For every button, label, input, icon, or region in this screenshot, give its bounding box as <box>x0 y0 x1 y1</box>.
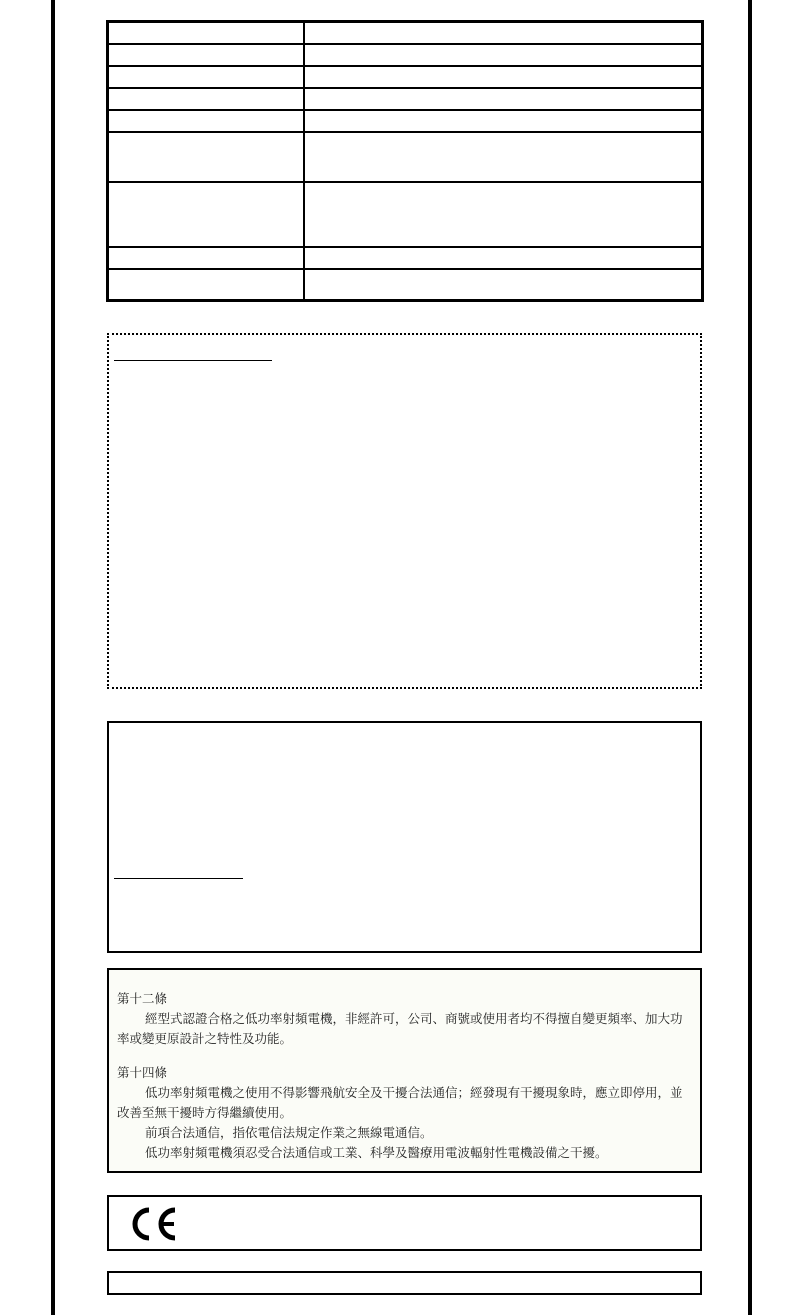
table-row <box>108 88 703 110</box>
table-cell <box>304 66 703 88</box>
heading-underline <box>114 878 243 879</box>
table-cell <box>108 66 304 88</box>
article-12-title: 第十二條 <box>117 991 168 1006</box>
table-cell <box>108 110 304 132</box>
table-row <box>108 44 703 66</box>
table-cell <box>108 22 304 44</box>
solid-notice-box <box>107 721 702 953</box>
spec-table <box>106 20 704 302</box>
table-row <box>108 66 703 88</box>
table-cell <box>304 132 703 182</box>
table-cell <box>304 110 703 132</box>
table-row <box>108 247 703 269</box>
table-cell <box>304 22 703 44</box>
article-14-body: 低功率射頻電機之使用不得影響飛航安全及干擾合法通信；經發現有干擾現象時，應立即停用，並改善至無干擾時方得繼續使用。 <box>117 1085 683 1120</box>
table-cell <box>304 88 703 110</box>
article-12-body: 經型式認證合格之低功率射頻電機，非經許可，公司、商號或使用者均不得擅自變更頻率、加大功率或變更原設計之特性及功能。 <box>117 1011 683 1046</box>
page-right-border <box>748 0 752 1315</box>
table-cell <box>304 182 703 247</box>
ce-mark-icon <box>123 1202 183 1246</box>
table-row <box>108 110 703 132</box>
table-cell <box>108 269 304 301</box>
dotted-notice-box <box>107 333 702 689</box>
table-row <box>108 22 703 44</box>
article-14-title: 第十四條 <box>117 1065 168 1080</box>
page-left-border <box>51 0 55 1315</box>
article-14-line-3: 低功率射頻電機須忍受合法通信或工業、科學及醫療用電波輻射性電機設備之干擾。 <box>145 1145 608 1160</box>
table-cell <box>304 44 703 66</box>
table-cell <box>108 88 304 110</box>
article-14-line-2: 前項合法通信，指依電信法規定作業之無線電通信。 <box>145 1125 433 1140</box>
heading-underline <box>114 360 272 361</box>
ncc-notice-box <box>107 968 702 1173</box>
table-cell <box>108 247 304 269</box>
table-cell <box>304 247 703 269</box>
table-row <box>108 269 703 301</box>
bottom-box <box>107 1271 702 1295</box>
table-row <box>108 182 703 247</box>
table-cell <box>108 44 304 66</box>
ce-box <box>107 1195 702 1251</box>
table-cell <box>108 182 304 247</box>
table-cell <box>108 132 304 182</box>
table-cell <box>304 269 703 301</box>
table-row <box>108 132 703 182</box>
